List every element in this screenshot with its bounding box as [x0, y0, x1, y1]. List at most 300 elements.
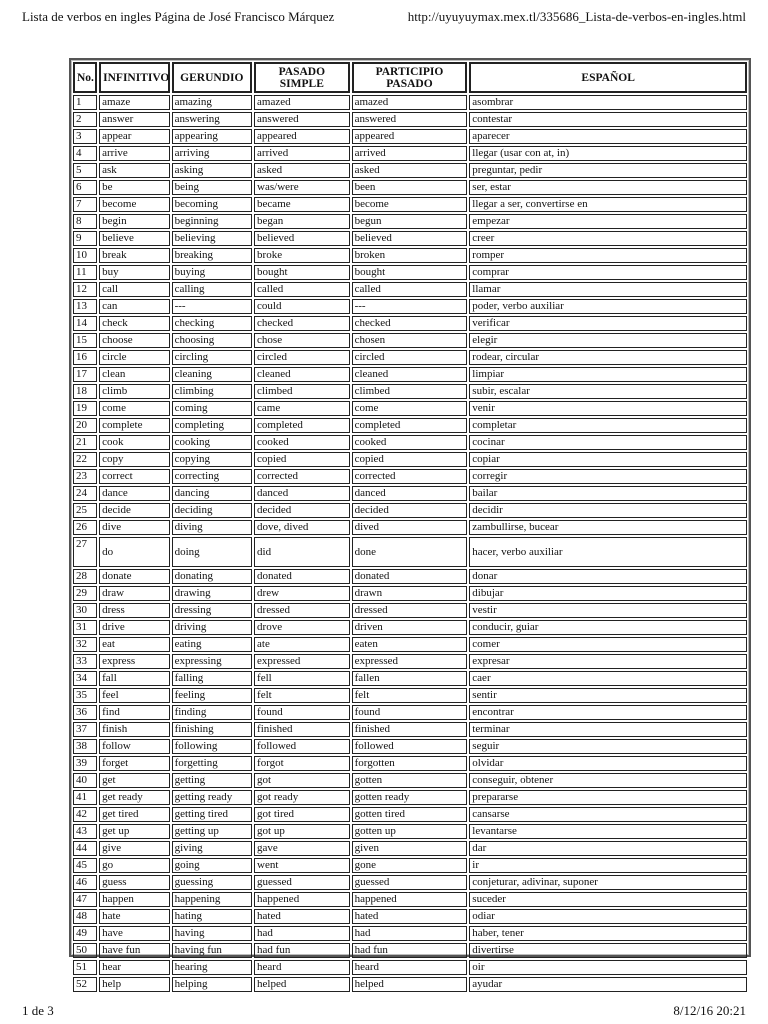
verb-infinitive: feel [99, 688, 169, 703]
verb-spanish: haber, tener [469, 926, 747, 941]
verb-number: 40 [73, 773, 97, 788]
verb-infinitive: follow [99, 739, 169, 754]
verb-past-participle: fallen [352, 671, 468, 686]
verb-number: 24 [73, 486, 97, 501]
verb-gerund: getting [172, 773, 252, 788]
verb-spanish: ser, estar [469, 180, 747, 195]
verb-number: 25 [73, 503, 97, 518]
verb-spanish: preguntar, pedir [469, 163, 747, 178]
verb-simple-past: completed [254, 418, 350, 433]
verb-number: 23 [73, 469, 97, 484]
verb-simple-past: followed [254, 739, 350, 754]
verb-simple-past: did [254, 537, 350, 567]
verb-gerund: forgetting [172, 756, 252, 771]
verb-gerund: appearing [172, 129, 252, 144]
table-row [73, 807, 747, 822]
table-row [73, 265, 747, 280]
verb-simple-past: appeared [254, 129, 350, 144]
table-row [73, 671, 747, 686]
verb-infinitive: buy [99, 265, 169, 280]
verb-spanish: comer [469, 637, 747, 652]
verb-simple-past: gave [254, 841, 350, 856]
verb-number: 1 [73, 95, 97, 110]
table-row [73, 129, 747, 144]
verb-simple-past: had fun [254, 943, 350, 958]
verb-spanish: llegar a ser, convertirse en [469, 197, 747, 212]
verb-gerund: --- [172, 299, 252, 314]
verb-spanish: cansarse [469, 807, 747, 822]
col-header-infinitive: INFINITIVO [99, 62, 169, 93]
verb-gerund: following [172, 739, 252, 754]
verb-past-participle: completed [352, 418, 468, 433]
table-row [73, 520, 747, 535]
verb-number: 49 [73, 926, 97, 941]
verb-number: 13 [73, 299, 97, 314]
verb-spanish: terminar [469, 722, 747, 737]
verb-infinitive: climb [99, 384, 169, 399]
table-row [73, 469, 747, 484]
verb-past-participle: become [352, 197, 468, 212]
verb-spanish: romper [469, 248, 747, 263]
verb-number: 37 [73, 722, 97, 737]
verb-past-participle: broken [352, 248, 468, 263]
verb-gerund: copying [172, 452, 252, 467]
verb-past-participle: believed [352, 231, 468, 246]
verb-spanish: hacer, verbo auxiliar [469, 537, 747, 567]
table-row [73, 790, 747, 805]
verb-spanish: verificar [469, 316, 747, 331]
verb-infinitive: forget [99, 756, 169, 771]
table-row [73, 180, 747, 195]
verb-past-participle: --- [352, 299, 468, 314]
verb-spanish: odiar [469, 909, 747, 924]
verb-number: 7 [73, 197, 97, 212]
verb-simple-past: corrected [254, 469, 350, 484]
verb-spanish: donar [469, 569, 747, 584]
verb-infinitive: hear [99, 960, 169, 975]
verb-infinitive: donate [99, 569, 169, 584]
verb-gerund: choosing [172, 333, 252, 348]
verb-simple-past: happened [254, 892, 350, 907]
verb-infinitive: have fun [99, 943, 169, 958]
table-row [73, 418, 747, 433]
verb-past-participle: gotten ready [352, 790, 468, 805]
verb-simple-past: was/were [254, 180, 350, 195]
verb-spanish: seguir [469, 739, 747, 754]
verb-infinitive: appear [99, 129, 169, 144]
verb-past-participle: done [352, 537, 468, 567]
verb-infinitive: express [99, 654, 169, 669]
verb-gerund: correcting [172, 469, 252, 484]
verb-gerund: guessing [172, 875, 252, 890]
verb-simple-past: forgot [254, 756, 350, 771]
verb-infinitive: find [99, 705, 169, 720]
verb-infinitive: begin [99, 214, 169, 229]
page-number: 1 de 3 [22, 1003, 54, 1018]
verb-spanish: ayudar [469, 977, 747, 992]
table-row [73, 705, 747, 720]
verb-number: 27 [73, 537, 97, 567]
table-row [73, 384, 747, 399]
verb-simple-past: got up [254, 824, 350, 839]
verb-past-participle: cleaned [352, 367, 468, 382]
verb-spanish: conjeturar, adivinar, suponer [469, 875, 747, 890]
table-row [73, 282, 747, 297]
col-header-past-participle: PARTICIPIO PASADO [352, 62, 468, 93]
table-row [73, 620, 747, 635]
verb-number: 6 [73, 180, 97, 195]
table-row [73, 773, 747, 788]
table-row [73, 977, 747, 992]
verb-table-container [69, 58, 751, 990]
table-row [73, 299, 747, 314]
table-row [73, 654, 747, 669]
table-row [73, 841, 747, 856]
verb-number: 11 [73, 265, 97, 280]
verb-infinitive: clean [99, 367, 169, 382]
verb-number: 4 [73, 146, 97, 161]
verb-spanish: copiar [469, 452, 747, 467]
verb-infinitive: dress [99, 603, 169, 618]
verb-spanish: llegar (usar con at, in) [469, 146, 747, 161]
verb-infinitive: give [99, 841, 169, 856]
verb-past-participle: gone [352, 858, 468, 873]
verb-number: 32 [73, 637, 97, 652]
verb-infinitive: fall [99, 671, 169, 686]
verb-infinitive: get [99, 773, 169, 788]
verb-infinitive: ask [99, 163, 169, 178]
table-row [73, 112, 747, 127]
verb-gerund: circling [172, 350, 252, 365]
verb-spanish: contestar [469, 112, 747, 127]
verb-spanish: oir [469, 960, 747, 975]
print-footer [22, 1003, 746, 1019]
verb-gerund: giving [172, 841, 252, 856]
verb-simple-past: came [254, 401, 350, 416]
verb-infinitive: arrive [99, 146, 169, 161]
table-row [73, 569, 747, 584]
verb-spanish: dibujar [469, 586, 747, 601]
verb-past-participle: eaten [352, 637, 468, 652]
verb-gerund: diving [172, 520, 252, 535]
table-row [73, 248, 747, 263]
verb-number: 43 [73, 824, 97, 839]
table-row [73, 163, 747, 178]
verb-past-participle: cooked [352, 435, 468, 450]
table-row [73, 926, 747, 941]
verb-number: 10 [73, 248, 97, 263]
verb-spanish: sentir [469, 688, 747, 703]
verb-simple-past: broke [254, 248, 350, 263]
verb-infinitive: correct [99, 469, 169, 484]
verb-spanish: conducir, guiar [469, 620, 747, 635]
verb-simple-past: chose [254, 333, 350, 348]
verb-infinitive: call [99, 282, 169, 297]
verb-past-participle: checked [352, 316, 468, 331]
verb-gerund: completing [172, 418, 252, 433]
verb-past-participle: dived [352, 520, 468, 535]
verb-spanish: suceder [469, 892, 747, 907]
verb-number: 14 [73, 316, 97, 331]
verb-spanish: conseguir, obtener [469, 773, 747, 788]
verb-spanish: poder, verbo auxiliar [469, 299, 747, 314]
verb-simple-past: got tired [254, 807, 350, 822]
verb-simple-past: donated [254, 569, 350, 584]
verb-past-participle: appeared [352, 129, 468, 144]
verb-simple-past: danced [254, 486, 350, 501]
verb-gerund: climbing [172, 384, 252, 399]
table-row [73, 316, 747, 331]
verb-spanish: levantarse [469, 824, 747, 839]
verb-number: 18 [73, 384, 97, 399]
verb-past-participle: drawn [352, 586, 468, 601]
verb-gerund: arriving [172, 146, 252, 161]
verb-simple-past: expressed [254, 654, 350, 669]
verb-number: 52 [73, 977, 97, 992]
verb-past-participle: dressed [352, 603, 468, 618]
verb-number: 28 [73, 569, 97, 584]
verb-past-participle: given [352, 841, 468, 856]
verb-spanish: encontrar [469, 705, 747, 720]
verb-simple-past: drew [254, 586, 350, 601]
verb-past-participle: arrived [352, 146, 468, 161]
verb-number: 41 [73, 790, 97, 805]
verb-infinitive: dance [99, 486, 169, 501]
verb-infinitive: guess [99, 875, 169, 890]
verb-simple-past: asked [254, 163, 350, 178]
verb-number: 3 [73, 129, 97, 144]
verb-simple-past: began [254, 214, 350, 229]
table-row [73, 688, 747, 703]
verb-past-participle: followed [352, 739, 468, 754]
verb-simple-past: got [254, 773, 350, 788]
verb-simple-past: bought [254, 265, 350, 280]
verb-number: 35 [73, 688, 97, 703]
verb-past-participle: guessed [352, 875, 468, 890]
verb-gerund: getting up [172, 824, 252, 839]
table-row [73, 350, 747, 365]
verb-simple-past: heard [254, 960, 350, 975]
verb-gerund: hating [172, 909, 252, 924]
verb-gerund: donating [172, 569, 252, 584]
verb-infinitive: get up [99, 824, 169, 839]
table-row [73, 367, 747, 382]
col-header-number: No. [73, 62, 97, 93]
verb-spanish: decidir [469, 503, 747, 518]
verb-infinitive: cook [99, 435, 169, 450]
table-row [73, 875, 747, 890]
verb-spanish: zambullirse, bucear [469, 520, 747, 535]
verb-spanish: subir, escalar [469, 384, 747, 399]
table-row [73, 960, 747, 975]
verb-infinitive: get ready [99, 790, 169, 805]
verb-gerund: happening [172, 892, 252, 907]
verb-gerund: drawing [172, 586, 252, 601]
verb-simple-past: could [254, 299, 350, 314]
verb-simple-past: arrived [254, 146, 350, 161]
verb-gerund: cleaning [172, 367, 252, 382]
verb-gerund: buying [172, 265, 252, 280]
verb-past-participle: circled [352, 350, 468, 365]
verb-past-participle: found [352, 705, 468, 720]
verb-past-participle: had [352, 926, 468, 941]
verb-gerund: amazing [172, 95, 252, 110]
verb-infinitive: have [99, 926, 169, 941]
verb-simple-past: got ready [254, 790, 350, 805]
verb-number: 16 [73, 350, 97, 365]
verb-number: 30 [73, 603, 97, 618]
table-row [73, 586, 747, 601]
verb-spanish: comprar [469, 265, 747, 280]
verb-spanish: rodear, circular [469, 350, 747, 365]
verb-simple-past: climbed [254, 384, 350, 399]
col-header-simple-past: PASADO SIMPLE [254, 62, 350, 93]
verb-gerund: beginning [172, 214, 252, 229]
print-datetime: 8/12/16 20:21 [673, 1003, 746, 1018]
table-row [73, 401, 747, 416]
print-header [22, 9, 746, 27]
col-header-gerund: GERUNDIO [172, 62, 252, 93]
verb-spanish: bailar [469, 486, 747, 501]
verb-simple-past: cooked [254, 435, 350, 450]
verb-number: 21 [73, 435, 97, 450]
verb-gerund: checking [172, 316, 252, 331]
verb-number: 29 [73, 586, 97, 601]
verb-past-participle: heard [352, 960, 468, 975]
document-url: http://uyuyuymax.mex.tl/335686_Lista-de-verbos-en-ingles.html [407, 9, 746, 24]
verb-infinitive: be [99, 180, 169, 195]
table-row [73, 858, 747, 873]
verb-number: 48 [73, 909, 97, 924]
table-row [73, 824, 747, 839]
verb-gerund: dancing [172, 486, 252, 501]
verb-infinitive: believe [99, 231, 169, 246]
verb-gerund: getting ready [172, 790, 252, 805]
verb-past-participle: danced [352, 486, 468, 501]
verb-past-participle: copied [352, 452, 468, 467]
verb-past-participle: gotten up [352, 824, 468, 839]
verb-infinitive: check [99, 316, 169, 331]
verb-past-participle: asked [352, 163, 468, 178]
verb-infinitive: do [99, 537, 169, 567]
verb-infinitive: break [99, 248, 169, 263]
table-row [73, 197, 747, 212]
table-row [73, 722, 747, 737]
table-row [73, 603, 747, 618]
verb-spanish: llamar [469, 282, 747, 297]
verb-number: 50 [73, 943, 97, 958]
verb-number: 9 [73, 231, 97, 246]
verb-infinitive: happen [99, 892, 169, 907]
verb-simple-past: felt [254, 688, 350, 703]
verb-infinitive: amaze [99, 95, 169, 110]
table-row [73, 943, 747, 958]
verb-simple-past: finished [254, 722, 350, 737]
verb-number: 26 [73, 520, 97, 535]
verb-past-participle: climbed [352, 384, 468, 399]
verb-spanish: asombrar [469, 95, 747, 110]
verb-past-participle: answered [352, 112, 468, 127]
verb-table-body [73, 95, 747, 992]
verb-past-participle: corrected [352, 469, 468, 484]
verb-number: 15 [73, 333, 97, 348]
verb-past-participle: happened [352, 892, 468, 907]
verb-spanish: empezar [469, 214, 747, 229]
verb-past-participle: gotten tired [352, 807, 468, 822]
verb-past-participle: donated [352, 569, 468, 584]
verb-simple-past: found [254, 705, 350, 720]
verb-past-participle: chosen [352, 333, 468, 348]
verb-spanish: elegir [469, 333, 747, 348]
verb-infinitive: choose [99, 333, 169, 348]
document-title: Lista de verbos en ingles Página de José Francisco Márquez [22, 9, 335, 24]
verb-past-participle: bought [352, 265, 468, 280]
verb-gerund: hearing [172, 960, 252, 975]
verb-infinitive: drive [99, 620, 169, 635]
verb-simple-past: called [254, 282, 350, 297]
table-row [73, 503, 747, 518]
verb-past-participle: amazed [352, 95, 468, 110]
verb-past-participle: expressed [352, 654, 468, 669]
verb-simple-past: decided [254, 503, 350, 518]
verb-number: 45 [73, 858, 97, 873]
verb-gerund: having [172, 926, 252, 941]
verb-gerund: going [172, 858, 252, 873]
verb-simple-past: dressed [254, 603, 350, 618]
verb-gerund: eating [172, 637, 252, 652]
table-row [73, 95, 747, 110]
verb-gerund: answering [172, 112, 252, 127]
table-row [73, 739, 747, 754]
verb-number: 22 [73, 452, 97, 467]
verb-number: 2 [73, 112, 97, 127]
verb-gerund: becoming [172, 197, 252, 212]
verb-infinitive: come [99, 401, 169, 416]
table-row [73, 146, 747, 161]
verb-spanish: divertirse [469, 943, 747, 958]
verb-number: 47 [73, 892, 97, 907]
table-row [73, 231, 747, 246]
verb-number: 31 [73, 620, 97, 635]
verb-number: 44 [73, 841, 97, 856]
verb-gerund: helping [172, 977, 252, 992]
verb-infinitive: help [99, 977, 169, 992]
verb-past-participle: forgotten [352, 756, 468, 771]
verb-spanish: caer [469, 671, 747, 686]
verb-number: 8 [73, 214, 97, 229]
verb-number: 12 [73, 282, 97, 297]
verb-gerund: finding [172, 705, 252, 720]
table-row [73, 909, 747, 924]
verb-simple-past: had [254, 926, 350, 941]
verb-infinitive: can [99, 299, 169, 314]
table-row [73, 333, 747, 348]
verb-gerund: asking [172, 163, 252, 178]
verb-number: 38 [73, 739, 97, 754]
verb-spanish: expresar [469, 654, 747, 669]
verb-number: 34 [73, 671, 97, 686]
verb-gerund: dressing [172, 603, 252, 618]
verb-infinitive: eat [99, 637, 169, 652]
verb-number: 20 [73, 418, 97, 433]
verb-infinitive: go [99, 858, 169, 873]
verb-past-participle: gotten [352, 773, 468, 788]
verb-gerund: coming [172, 401, 252, 416]
verb-past-participle: been [352, 180, 468, 195]
verb-infinitive: copy [99, 452, 169, 467]
verb-spanish: venir [469, 401, 747, 416]
verb-number: 33 [73, 654, 97, 669]
